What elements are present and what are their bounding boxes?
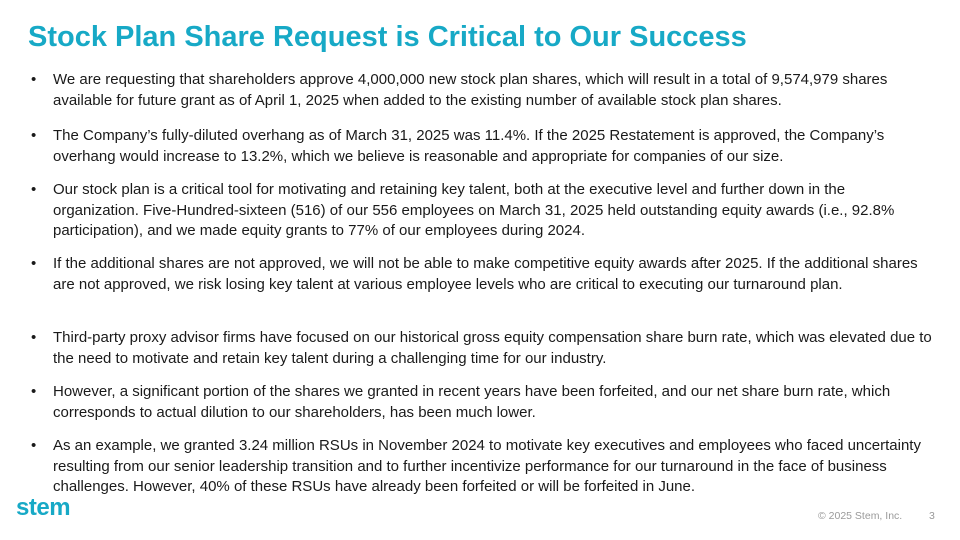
bullet-icon: •: [31, 127, 37, 144]
copyright-text: © 2025 Stem, Inc.: [818, 510, 903, 522]
page-number: 3: [929, 510, 935, 522]
bullet-icon: •: [31, 181, 37, 198]
bullet-icon: •: [31, 329, 37, 346]
bullet-text: The Company’s fully-diluted overhang as of March 31, 2025 was 11.4%. If the 2025 Restatement is approved, the Company’s overhang would increase to 13.2%, which we believe is reasonable and appropriate for companies of our size.: [53, 127, 885, 165]
bullet-icon: •: [31, 255, 37, 272]
bullet-text: Our stock plan is a critical tool for motivating and retaining key talent, both at the executive level and further down in the organization. Five-Hundred-sixteen (516) of our 556 employees on March 31, 2025 held outstanding equity awards (i.e., 92.8% participation), and we made equity grants to 77% of our employees during 2024.: [53, 181, 895, 239]
bullet-text: If the additional shares are not approved, we will not be able to make competitive equity awards after 2025. If the additional shares are not approved, we risk losing key talent at various employee levels who are critical to executing our turnaround plan.: [53, 255, 918, 293]
bullet-icon: •: [31, 437, 37, 454]
stem-logo: stem: [16, 494, 71, 521]
bullet-icon: •: [31, 71, 37, 88]
bullet-text: As an example, we granted 3.24 million RSUs in November 2024 to motivate key executives and employees who faced uncertainty resulting from our senior leadership transition and to further incentivize performance for our turnaround in the face of business challenges. However, 40% of these RSUs have already been forfeited or will be forfeited in June.: [53, 437, 921, 495]
bullet-icon: •: [31, 383, 37, 400]
slide-title: Stock Plan Share Request is Critical to Our Success: [28, 21, 747, 53]
bullet-text: However, a significant portion of the shares we granted in recent years have been forfeited, and our net share burn rate, which corresponds to actual dilution to our shareholders, has been much lower.: [53, 383, 891, 421]
bullet-text: We are requesting that shareholders approve 4,000,000 new stock plan shares, which will result in a total of 9,574,979 shares available for future grant as of April 1, 2025 when added to the existing number of available stock plan shares.: [53, 71, 888, 109]
bullet-text: Third-party proxy advisor firms have focused on our historical gross equity compensation share burn rate, which was elevated due to the need to motivate and retain key talent during a challenging time for our industry.: [53, 329, 932, 367]
